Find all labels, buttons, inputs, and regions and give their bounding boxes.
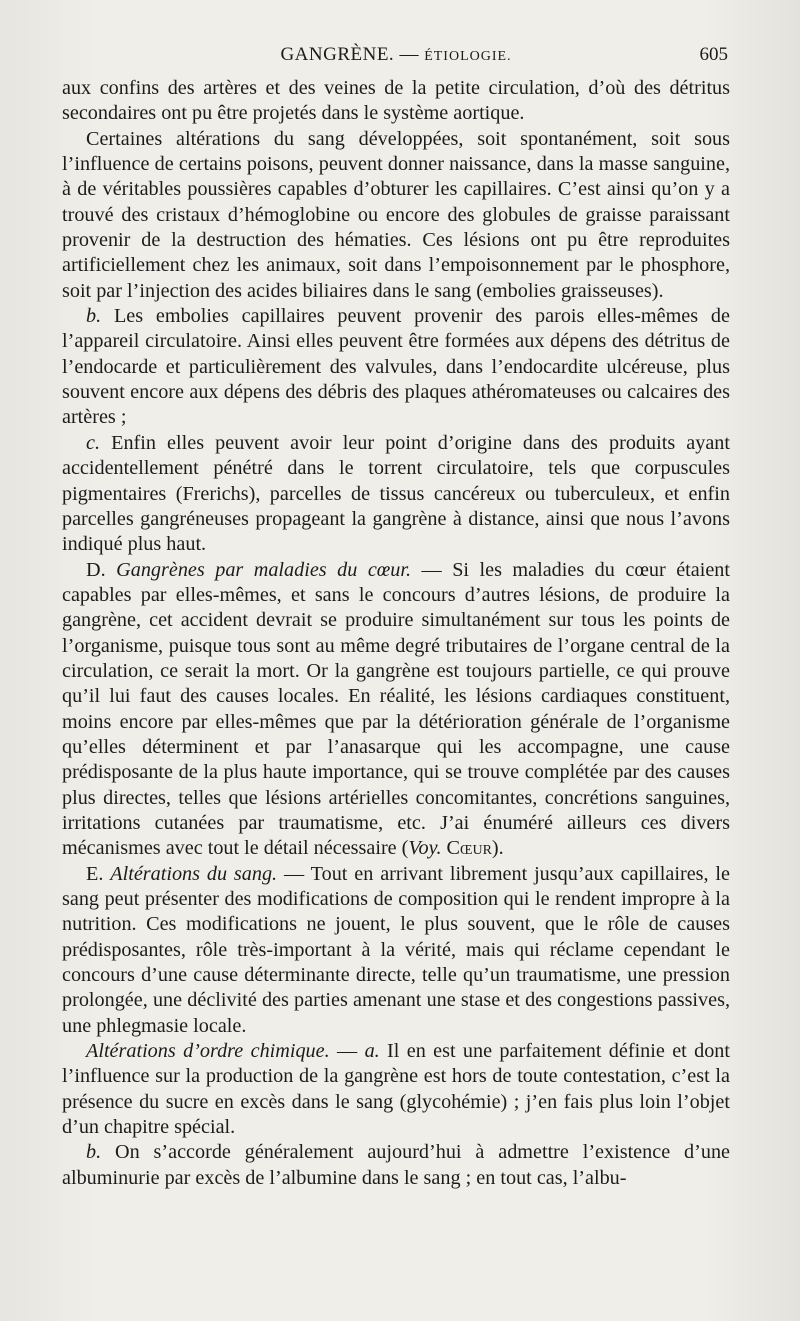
section-label: D.: [86, 558, 106, 581]
header-separator: —: [399, 44, 419, 65]
section-label: E.: [86, 862, 104, 885]
paragraph-e-blood-alterations: E. Altérations du sang. — Tout en arrivant librement jusqu’aux capillaires, le sang peut présenter des modifications de composition qui le rendent impropre à la nutrition. Ces modifications ne jouent, le plus souvent, que le rôle de causes prédisposantes, rôle très-important à la vérité, mais qui réclame cependant le concours d’une cause déterminante directe, telle qu’un traumatisme, une pression prolongée, une déclivité des parties amenant une stase et des congestions passives, une phlegmasie locale.: [62, 862, 731, 1037]
cross-reference-term: Cœur: [441, 837, 492, 860]
item-label: b.: [86, 305, 102, 328]
running-title: [62, 44, 730, 66]
paragraph-d-heart-diseases: D. Gangrènes par maladies du cœur. — Si les maladies du cœur étaient capables par elles-mêmes, et sans le concours d’autres lésions, de produire la gangrène, cet accident devrait se produire simultanément sur tous les points de l’organisme, puisque tous sont au même degré tributaires de l’organe central de la circulation, ce serait la mort. Or la gangrène est toujours partielle, ce qui prouve qu’il lui faut des causes locales. En réalité, les lésions cardiaques constituent, moins encore par elles-mêmes que par la détérioration générale de l’organisme qu’elles déterminent et par l’anasarque qui les accompagne, une cause prédisposante de la plus haute importance, qui se trouve complétée par des causes plus directes, telles que lésions artérielles concomitantes, concrétions sanguines, irritations cutanées par traumatisme, etc. J’ai énuméré ailleurs ces divers mécanismes avec tout le détail nécessaire (Voy. Cœur).: [62, 558, 731, 860]
paragraph-continuation: aux confins des artères et des veines de la petite circulation, d’où des détritus secondaires ont pu être projetés dans le système aortique.: [62, 77, 730, 125]
header-subtitle: ÉTIOLOGIE.: [424, 49, 512, 64]
paragraph-b-albuminuria: b. On s’accorde généralement aujourd’hui à admettre l’existence d’une albuminurie par excès de l’albumine dans le sang ; en tout cas, l’albu-: [62, 1141, 730, 1189]
paragraph-b-capillary-embolies: b. Les embolies capillaires peuvent provenir des parois elles-mêmes de l’appareil circulatoire. Ainsi elles peuvent être formées aux dépens des détritus de l’endocarde et particulièrement des valvules, dans l’endocardite ulcéreuse, plus souvent encore aux dépens des débris des plaques athéromateuses ou calcaires des artères ;: [62, 305, 730, 429]
item-label: c.: [86, 431, 101, 454]
subsection-heading: Altérations d’ordre chimique.: [86, 1040, 330, 1063]
section-heading: Altérations du sang.: [110, 862, 278, 885]
item-label: b.: [86, 1141, 102, 1164]
header-title: GANGRÈNE.: [280, 44, 395, 65]
page-number: 605: [699, 44, 728, 65]
section-heading: Gangrènes par maladies du cœur.: [116, 558, 412, 581]
cross-reference: Voy.: [408, 837, 442, 860]
paragraph-blood-alterations: Certaines altérations du sang développées, soit spontanément, soit sous l’influence de certains poisons, peuvent donner naissance, dans la masse sanguine, à de véritables poussières capables d’obturer les capillaires. C’est ainsi qu’on y a trouvé des cristaux d’hémoglobine ou encore des globules de graisse paraissant provenir de la destruction des hématies. Ces lésions ont pu être reproduites artificiellement chez les animaux, soit dans l’empoisonnement par le phosphore, soit par l’injection des acides biliaires dans le sang (embolies graisseuses).: [62, 127, 730, 302]
body-text: [62, 76, 730, 1191]
item-label: a.: [364, 1040, 380, 1063]
paragraph-c-origin: c. Enfin elles peuvent avoir leur point d’origine dans des produits ayant accidentellement pénétré dans le torrent circulatoire, tels que corpuscules pigmentaires (Frerichs), parcelles de tissus cancéreux ou tuberculeux, et enfin parcelles gangréneuses propageant la gangrène à distance, ainsi que nous l’avons indiqué plus haut.: [62, 431, 730, 556]
paragraph-chemical-alterations: Altérations d’ordre chimique. — a. Il en est une parfaitement définie et dont l’influence sur la production de la gangrène est hors de toute contestation, c’est la présence du sucre en excès dans le sang (glycohémie) ; j’en fais plus loin l’objet d’un chapitre spécial.: [62, 1040, 731, 1139]
running-header: [62, 44, 730, 72]
